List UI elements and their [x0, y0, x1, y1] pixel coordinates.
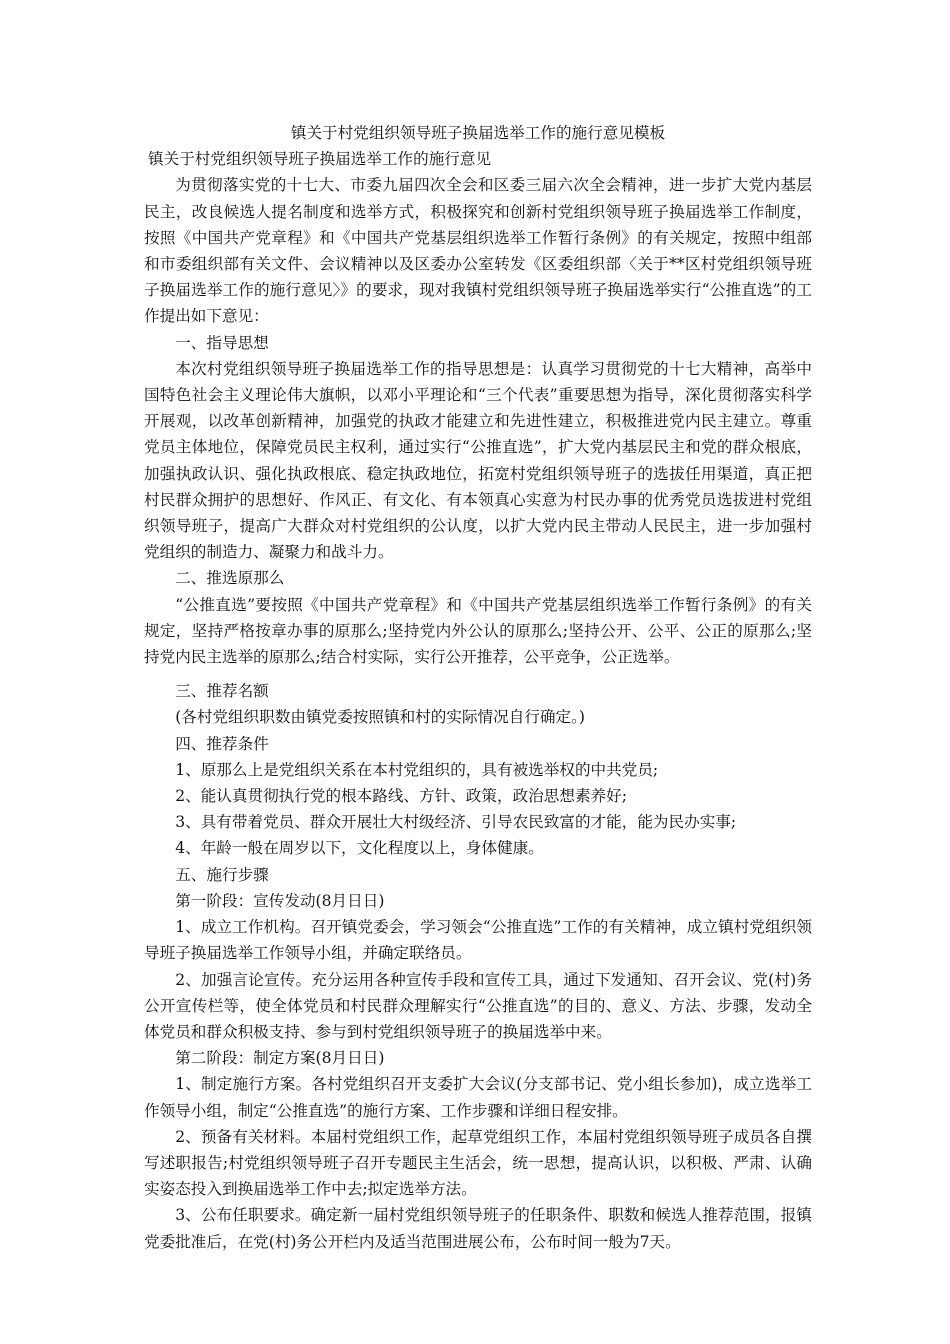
- condition-item: 2、能认真贯彻执行党的根本路线、方针、政策，政治思想素养好;: [175, 787, 627, 806]
- section-heading-steps: 五、施行步骤: [175, 865, 269, 884]
- section-heading-quota: 三、推荐名额: [175, 682, 269, 701]
- phase-item: 2、加强言论宣传。充分运用各种宣传手段和宣传工具，通过下发通知、召开会议、党(村)务公开宣传栏等，使全体党员和村民群众理解实行“公推直选”的目的、意义、方法、步骤，发动全体党员和群众积极支持、参与到村党组织领导班子的换届选举中来。: [144, 970, 812, 1041]
- condition-item: 1、原那么上是党组织关系在本村党组织的，具有被选举权的中共党员;: [175, 760, 659, 779]
- section-body-guiding-ideology: 本次村党组织领导班子换届选举工作的指导思想是：认真学习贯彻党的十七大精神，高举中国特色社会主义理论伟大旗帜，以邓小平理论和“三个代表”重要思想为指导，深化贯彻落实科学开展观，以改革创新精神，加强党的执政才能建立和先进性建立，积极推进党内民主建立。尊重党员主体地位，保障党员民主权利，通过实行“公推直选”，扩大党内基层民主和党的群众根底，加强执政认识、强化执政根底、稳定执政地位，拓宽村党组织领导班子的选拔任用渠道，真正把村民群众拥护的思想好、作风正、有文化、有本领真心实意为村民办事的优秀党员选拔进村党组织领导班子，提高广大群众对村党组织的公认度，以扩大党内民主带动人民民主，进一步加强村党组织的制造力、凝聚力和战斗力。: [144, 359, 812, 562]
- section-heading-conditions: 四、推荐条件: [175, 734, 269, 753]
- section-heading-principles: 二、推选原那么: [175, 569, 285, 588]
- section-body-principles: “公推直选”要按照《中国共产党章程》和《中国共产党基层组织选举工作暂行条例》的有关规定，坚持严格按章办事的原那么;坚持党内外公认的原那么;坚持公开、公平、公正的原那么;坚持党内民主选举的原那么;结合村实际，实行公开推荐，公平竞争，公正选举。: [144, 595, 812, 667]
- condition-item: 3、具有带着党员、群众开展壮大村级经济、引导农民致富的才能，能为民办实事;: [175, 813, 737, 832]
- document-subtitle: 镇关于村党组织领导班子换届选举工作的施行意见: [148, 150, 492, 169]
- phase-item: 1、制定施行方案。各村党组织召开支委扩大会议(分支部书记、党小组长参加)，成立选举工作领导小组，制定“公推直选”的施行方案、工作步骤和详细日程安排。: [144, 1075, 812, 1120]
- phase-heading: 第一阶段：宣传发动(8月日日): [175, 891, 385, 910]
- phase-item: 1、成立工作机构。召开镇党委会，学习领会“公推直选”工作的有关精神，成立镇村党组织领导班子换届选举工作领导小组，并确定联络员。: [144, 918, 812, 963]
- phase-item: 3、公布任职要求。确定新一届村党组织领导班子的任职条件、职数和候选人推荐范围，报镇党委批准后，在党(村)务公开栏内及适当范围进展公布，公布时间一般为7天。: [144, 1206, 812, 1251]
- phase-heading: 第二阶段：制定方案(8月日日): [175, 1049, 385, 1068]
- document-page: [144, 120, 812, 1255]
- phase-item: 2、预备有关材料。本届村党组织工作，起草党组织工作，本届村党组织领导班子成员各自撰写述职报告;村党组织领导班子召开专题民主生活会，统一思想，提高认识，以积极、严肃、认确实姿态投入到换届选举工作中去;拟定选举方法。: [144, 1127, 812, 1199]
- document-title: 镇关于村党组织领导班子换届选举工作的施行意见模板: [290, 124, 666, 142]
- section-body-quota: (各村党组织职数由镇党委按照镇和村的实际情况自行确定。): [175, 708, 585, 727]
- condition-item: 4、年龄一般在周岁以下，文化程度以上，身体健康。: [175, 839, 544, 858]
- intro-paragraph: 为贯彻落实党的十七大、市委九届四次全会和区委三届六次全会精神，进一步扩大党内基层民主，改良候选人提名制度和选举方式，积极探究和创新村党组织领导班子换届选举工作制度，按照《中国共产党章程》和《中国共产党基层组织选举工作暂行条例》的有关规定，按照中组部和市委组织部有关文件、会议精神以及区委办公室转发《区委组织部〈关于**区村党组织领导班子换届选举工作的施行意见〉》的要求，现对我镇村党组织领导班子换届选举实行“公推直选”的工作提出如下意见：: [144, 176, 812, 326]
- section-heading-guiding-ideology: 一、指导思想: [175, 333, 269, 352]
